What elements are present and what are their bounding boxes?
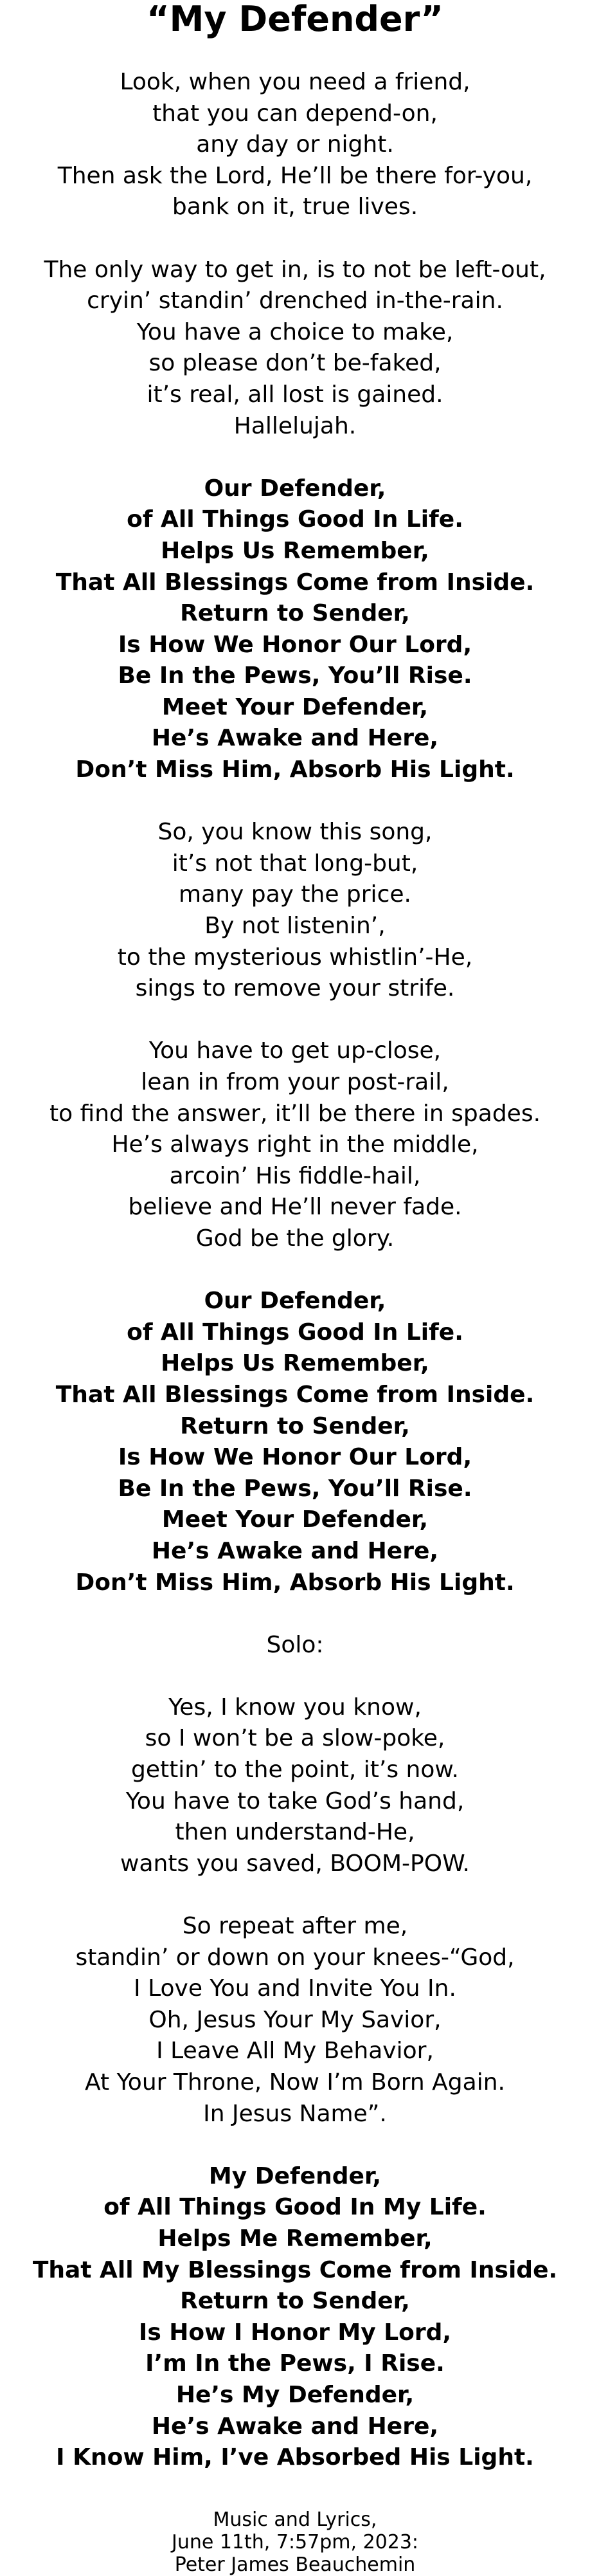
lyric-line: of All Things Good In Life. [127,506,463,533]
lyric-line: He’s Awake and Here, [151,725,439,752]
verse-stanza [0,255,590,443]
lyric-line: gettin’ to the point, it’s now. [131,1757,459,1784]
lyric-line: Be In the Pews, You’ll Rise. [118,1475,472,1502]
lyric-line: Is How We Honor Our Lord, [118,1444,472,1471]
verse-stanza [0,67,590,223]
lyric-line: I Leave All My Behavior, [156,2038,434,2065]
credit-line: June 11th, 7:57pm, 2023: [171,2531,419,2554]
lyric-line: Return to Sender, [180,1412,410,1439]
lyric-line: Meet Your Defender, [161,693,429,720]
stanza-spacer [0,1879,590,1911]
lyric-line: many pay the price. [179,881,411,908]
lyric-line: At Your Throne, Now I’m Born Again. [85,2069,505,2096]
title-spacer [0,41,590,67]
lyric-line: wants you saved, BOOM-POW. [120,1850,470,1877]
lyric-line: He’s Awake and Here, [151,1537,439,1564]
lyric-line: then understand-He, [175,1819,415,1846]
lyric-line: so please don’t be-faked, [148,350,442,377]
lyric-line: standin’ or down on your knees-“God, [75,1944,515,1971]
lyric-line: Be In the Pews, You’ll Rise. [118,662,472,690]
lyric-line: Hallelujah. [233,412,357,439]
stanza-spacer [0,442,590,473]
lyric-line: Don’t Miss Him, Absorb His Light. [75,756,515,783]
lyric-line: So, you know this song, [157,819,433,846]
stanza-spacer [0,2130,590,2161]
stanza-spacer [0,1255,590,1286]
lyric-line: to find the answer, it’ll be there in spades. [49,1100,541,1127]
credits [0,2508,590,2576]
lyric-line: Yes, I know you know, [168,1694,422,1721]
lyric-line: arcoin’ His fiddle-hail, [169,1162,421,1189]
lyric-line: Return to Sender, [180,600,410,627]
lyric-line: Our Defender, [204,475,386,502]
lyric-line: Meet Your Defender, [161,1506,429,1533]
lyric-line: lean in from your post-rail, [141,1069,449,1095]
lyric-line: Solo: [266,1631,324,1658]
lyric-line: By not listenin’, [204,913,386,940]
lyric-line: You have a choice to make, [136,318,454,345]
lyric-line: Helps Us Remember, [161,537,429,564]
lyric-line: In Jesus Name”. [203,2100,387,2127]
chorus-stanza [0,2161,590,2474]
lyric-line: Our Defender, [204,1288,386,1315]
lyric-line: that you can depend-on, [152,100,438,127]
lyric-line: it’s not that long-but, [172,850,418,877]
lyric-line: Helps Me Remember, [157,2225,433,2252]
lyric-line: Then ask the Lord, He’ll be there for-you, [57,162,533,189]
lyric-line: any day or night. [196,131,394,158]
verse-stanza [0,1911,590,2130]
lyric-line: bank on it, true lives. [172,194,418,221]
stanza-spacer [0,1598,590,1630]
stanza-spacer [0,223,590,255]
lyric-line: The only way to get in, is to not be left-out, [44,256,546,283]
lyric-line: sings to remove your strife. [135,975,455,1002]
lyric-line: Is How We Honor Our Lord, [118,631,472,658]
chorus-stanza [0,473,590,786]
stanza-spacer [0,1661,590,1692]
lyric-line: That All My Blessings Come from Inside. [32,2256,558,2283]
lyric-line: Is How I Honor My Lord, [138,2319,452,2346]
lyric-line: I Love You and Invite You In. [134,1975,456,2002]
chorus-stanza [0,1286,590,1598]
verse-stanza [0,1630,590,1661]
credit-line: Peter James Beauchemin [174,2553,416,2576]
lyric-line: He’s Awake and Here, [151,2413,439,2440]
lyric-line: Oh, Jesus Your My Savior, [148,2006,442,2033]
lyric-line: My Defender, [208,2162,382,2189]
lyric-line: to the mysterious whistlin’-He, [117,944,473,971]
lyric-line: You have to get up-close, [148,1037,442,1064]
verse-stanza [0,817,590,1005]
verse-stanza [0,1036,590,1254]
lyric-line: Return to Sender, [180,2288,410,2315]
lyric-line: I Know Him, I’ve Absorbed His Light. [56,2444,534,2471]
stanza-spacer [0,2474,590,2505]
lyric-line: I’m In the Pews, I Rise. [145,2350,445,2377]
lyric-line: of All Things Good In Life. [127,1319,463,1346]
lyric-line: Don’t Miss Him, Absorb His Light. [75,1569,515,1596]
lyrics-body [0,67,590,2505]
lyric-line: That All Blessings Come from Inside. [55,1381,535,1408]
lyric-line: cryin’ standin’ drenched in-the-rain. [87,288,503,315]
lyric-line: He’s always right in the middle, [111,1131,479,1158]
lyric-line: so I won’t be a slow-poke, [145,1725,445,1752]
lyric-line: believe and He’ll never fade. [128,1194,462,1221]
lyric-line: of All Things Good In My Life. [103,2194,487,2221]
lyric-line: it’s real, all lost is gained. [147,381,443,408]
lyric-line: God be the glory. [195,1225,395,1252]
verse-stanza [0,1692,590,1880]
lyric-line: He’s My Defender, [175,2381,415,2408]
lyric-line: You have to take God’s hand, [125,1787,465,1814]
lyric-line: That All Blessings Come from Inside. [55,569,535,596]
credit-line: Music and Lyrics, [213,2508,377,2532]
lyric-line: Look, when you need a friend, [120,69,470,95]
stanza-spacer [0,1005,590,1036]
song-title: “My Defender” [147,0,443,39]
lyric-line: Helps Us Remember, [161,1350,429,1377]
lyric-line: So repeat after me, [182,1913,408,1940]
stanza-spacer [0,786,590,818]
